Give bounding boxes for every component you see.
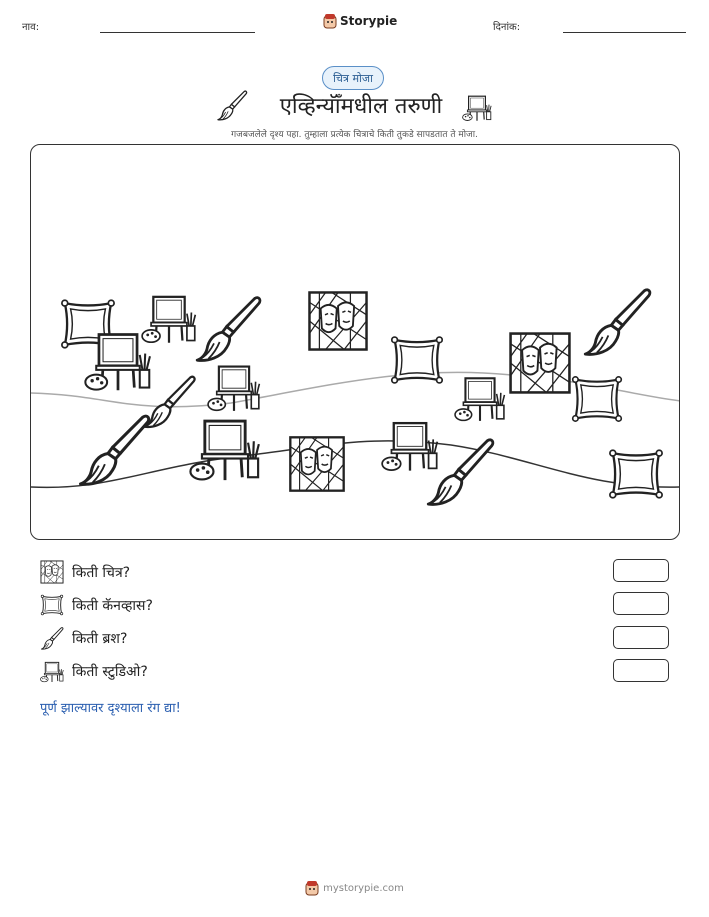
question-text: किती कॅनव्हास?	[72, 597, 153, 614]
page-footer	[0, 880, 709, 896]
scene-canvas	[573, 377, 622, 421]
question-row	[40, 560, 130, 584]
scene-brush	[81, 416, 149, 484]
date-line[interactable]	[563, 32, 686, 33]
scene-brush	[428, 440, 493, 505]
answer-box-brush[interactable]	[613, 626, 669, 649]
question-row	[40, 659, 148, 683]
scene-studio	[382, 423, 437, 471]
answer-box-canvas[interactable]	[613, 592, 669, 615]
question-text: किती स्टुडिओ?	[72, 663, 148, 680]
answer-box-studio[interactable]	[613, 659, 669, 682]
scene-painting	[511, 334, 570, 393]
question-text: किती चित्र?	[72, 564, 131, 581]
scene-studio	[142, 297, 195, 343]
scene-studio	[455, 378, 504, 421]
brand-logo	[323, 13, 397, 29]
page-instructions: गजबजलेले दृश्य पहा. तुम्हाला प्रत्येक चित्राचे किती तुकडे सापडतात ते मोजा.	[231, 130, 478, 140]
brand-name: Storypie	[340, 14, 398, 28]
scene-brush	[197, 298, 260, 361]
answer-box-painting[interactable]	[613, 559, 669, 582]
title-studio-icon	[462, 92, 492, 122]
scene-canvas	[392, 337, 442, 383]
scene-drawing	[31, 145, 680, 540]
name-label: नाव:	[22, 22, 40, 33]
brush-icon	[40, 626, 64, 650]
footer-url[interactable]: mystorypie.com	[323, 882, 404, 894]
name-line[interactable]	[100, 32, 255, 33]
storypie-mascot-icon	[305, 880, 319, 896]
coloring-instruction: पूर्ण झाल्यावर दृश्याला रंग द्या!	[40, 701, 181, 716]
storypie-mascot-icon	[323, 13, 337, 29]
date-label: दिनांक:	[493, 22, 521, 33]
scene-studio	[190, 421, 258, 480]
painting-icon	[40, 560, 64, 584]
page-title: एव्हिन्यॉँमधील तरुणी	[279, 94, 443, 119]
scene-painting	[290, 437, 343, 490]
scene-canvas	[610, 450, 662, 498]
scene-studio	[208, 367, 259, 411]
question-row	[40, 593, 153, 617]
scene-painting	[309, 292, 366, 349]
studio-icon	[40, 659, 64, 683]
counting-scene	[30, 144, 680, 540]
question-row	[40, 626, 127, 650]
title-brush-icon	[216, 89, 248, 121]
question-text: किती ब्रश?	[72, 630, 128, 647]
canvas-icon	[40, 593, 64, 617]
scene-brush	[144, 377, 194, 427]
scene-brush	[585, 290, 650, 355]
category-badge: चित्र मोजा	[322, 66, 384, 90]
